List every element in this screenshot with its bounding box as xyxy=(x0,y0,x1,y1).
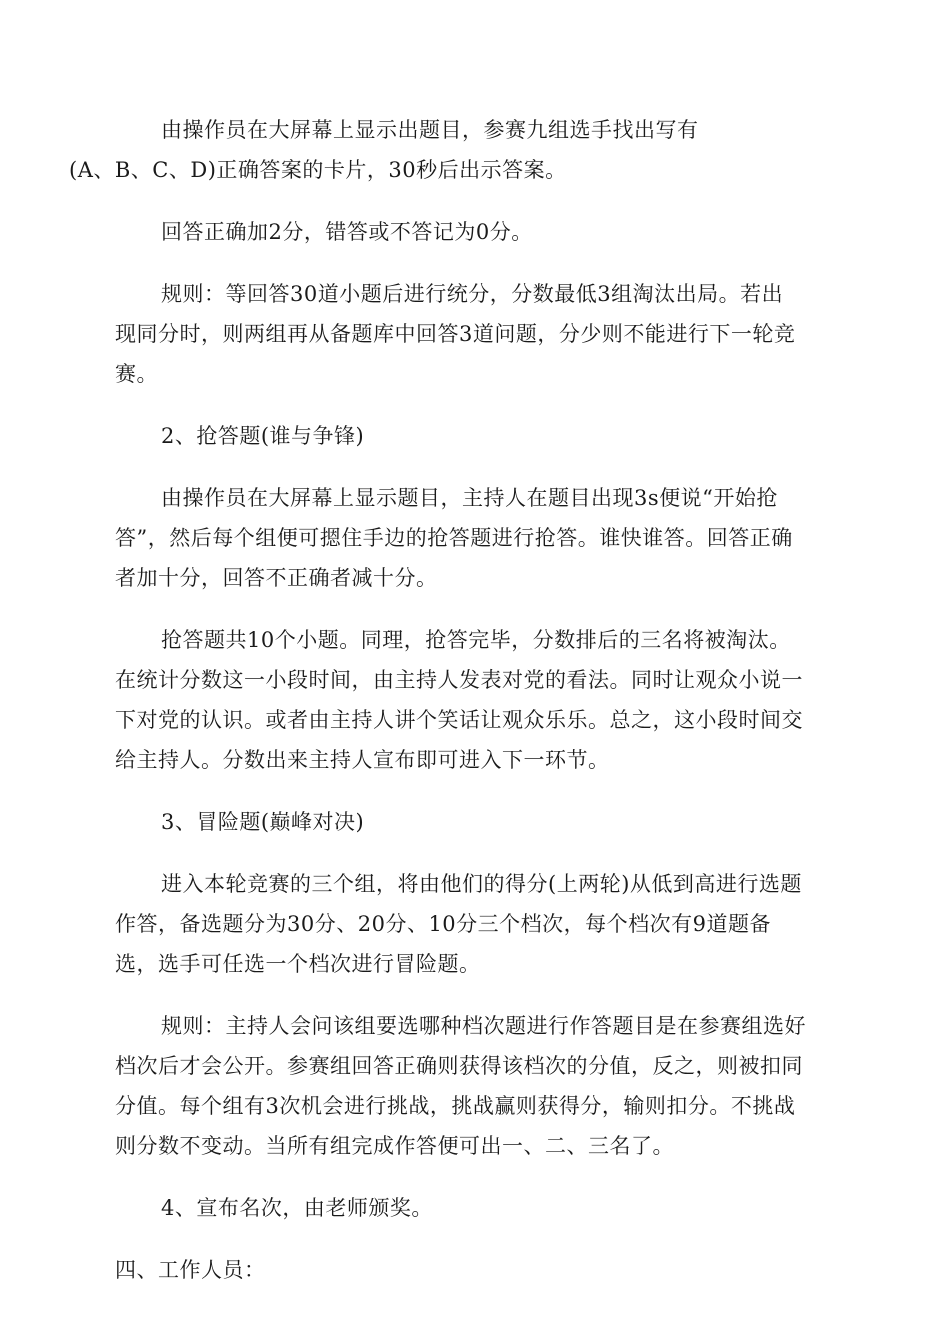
text-line: 赛。 xyxy=(115,362,158,386)
text-line: 四、工作人员： xyxy=(115,1258,266,1282)
document-page xyxy=(69,110,835,1312)
text-line: 在统计分数这一小段时间，由主持人发表对党的看法。同时让观众小说一 xyxy=(115,668,803,692)
text-line: (A、B、C、D)正确答案的卡片，30秒后出示答案。 xyxy=(69,158,567,182)
text-line: 2、抢答题(谁与争锋) xyxy=(161,424,365,448)
paragraph-scoring xyxy=(115,212,835,252)
text-line: 给主持人。分数出来主持人宣布即可进入下一环节。 xyxy=(115,748,610,772)
section-heading-awards xyxy=(115,1188,835,1228)
text-line: 答”，然后每个组便可摁住手边的抢答题进行抢答。谁快谁答。回答正确 xyxy=(115,526,793,550)
text-line: 现同分时，则两组再从备题库中回答3道问题，分少则不能进行下一轮竞 xyxy=(115,322,796,346)
text-line: 由操作员在大屏幕上显示题目，主持人在题目出现3s便说“开始抢 xyxy=(161,486,778,510)
section-heading-staff xyxy=(115,1250,835,1290)
paragraph-display-question xyxy=(69,110,835,190)
section-heading-adventure xyxy=(115,802,835,842)
text-line: 档次后才会公开。参赛组回答正确则获得该档次的分值，反之，则被扣同 xyxy=(115,1054,803,1078)
paragraph-quick-answer-elimination xyxy=(115,620,835,780)
text-line: 4、宣布名次，由老师颁奖。 xyxy=(161,1196,433,1220)
section-heading-quick-answer xyxy=(115,416,835,456)
text-line: 规则：主持人会问该组要选哪种档次题进行作答题目是在参赛组选好 xyxy=(161,1014,806,1038)
text-line: 作答，备选题分为30分、20分、10分三个档次，每个档次有9道题备 xyxy=(115,912,772,936)
text-line: 规则：等回答30道小题后进行统分，分数最低3组淘汰出局。若出 xyxy=(161,282,784,306)
text-line: 进入本轮竞赛的三个组，将由他们的得分(上两轮)从低到高进行选题 xyxy=(161,872,802,896)
text-line: 抢答题共10个小题。同理，抢答完毕，分数排后的三名将被淘汰。 xyxy=(161,628,791,652)
text-line: 则分数不变动。当所有组完成作答便可出一、二、三名了。 xyxy=(115,1134,674,1158)
text-line: 由操作员在大屏幕上显示出题目，参赛九组选手找出写有 xyxy=(161,118,699,142)
text-line: 分值。每个组有3次机会进行挑战，挑战赢则获得分，输则扣分。不挑战 xyxy=(115,1094,796,1118)
paragraph-rules-round-1 xyxy=(115,274,835,394)
text-line: 回答正确加2分，错答或不答记为0分。 xyxy=(161,220,533,244)
text-line: 下对党的认识。或者由主持人讲个笑话让观众乐乐。总之，这小段时间交 xyxy=(115,708,803,732)
text-line: 者加十分，回答不正确者减十分。 xyxy=(115,566,438,590)
text-line: 3、冒险题(巅峰对决) xyxy=(161,810,365,834)
text-line: 选，选手可任选一个档次进行冒险题。 xyxy=(115,952,481,976)
paragraph-quick-answer-procedure xyxy=(115,478,835,598)
paragraph-adventure-rules xyxy=(115,1006,835,1166)
paragraph-adventure-procedure xyxy=(115,864,835,984)
